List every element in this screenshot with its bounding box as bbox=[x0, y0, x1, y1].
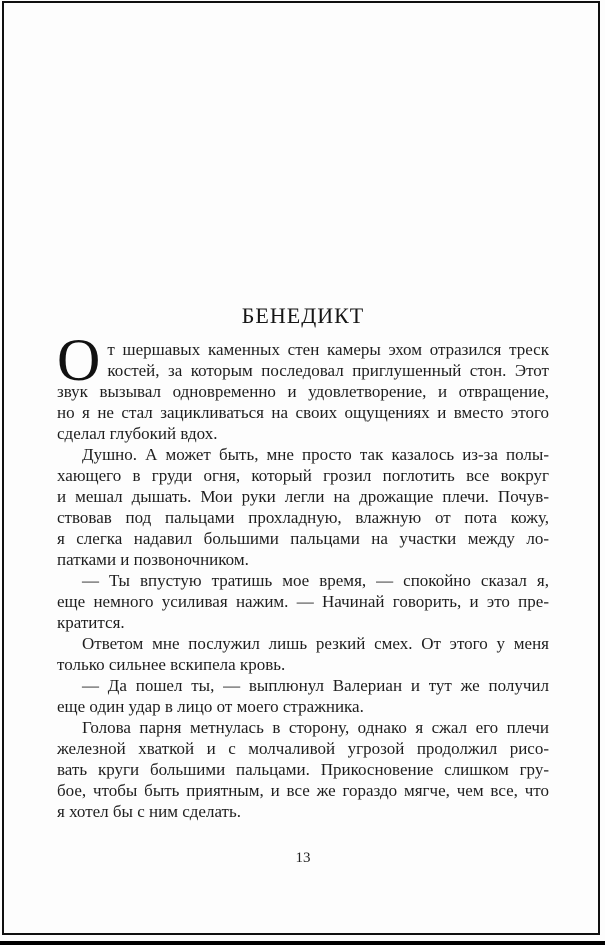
text-line: Душно. А может быть, мне просто так казалось из-за полы- bbox=[82, 445, 549, 464]
text-line: Ответом мне послужил лишь резкий смех. От этого у меня bbox=[82, 634, 549, 653]
paragraphs bbox=[57, 327, 549, 822]
text-line: сделал глубокий вдох. bbox=[57, 424, 218, 443]
text-line: ствовав под пальцами прохладную, влажную от пота кожу, bbox=[57, 508, 549, 527]
paragraph bbox=[57, 633, 549, 675]
text-line: вать круги большими пальцами. Прикосновение слишком гру- bbox=[57, 760, 549, 779]
text-line: и мешал дышать. Мои руки легли на дрожащие плечи. Почув- bbox=[57, 487, 549, 506]
text-line: но я не стал зацикливаться на своих ощущениях и вместо этого bbox=[57, 403, 549, 422]
text-line: т шершавых каменных стен камеры эхом отразился треск bbox=[107, 340, 549, 359]
text-line: звук вызывал одновременно и удовлетворение, и отвращение, bbox=[57, 382, 549, 401]
text-line: Голова парня метнулась в сторону, однако я сжал его плечи bbox=[82, 718, 549, 737]
text-line: костей, за которым последовал приглушенный стон. Этот bbox=[107, 361, 549, 380]
drop-cap-letter: О bbox=[57, 327, 101, 393]
paragraph bbox=[57, 675, 549, 717]
text-line: только сильнее вскипела кровь. bbox=[57, 655, 286, 674]
text-line: еще немного усиливая нажим. — Начинай говорить, и это пре- bbox=[57, 592, 549, 611]
page-number: 13 bbox=[295, 850, 311, 866]
text-line: я хотел бы с ним сделать. bbox=[57, 802, 241, 821]
text-line: бое, чтобы быть приятным, и все же гораздо мягче, чем все, что bbox=[57, 781, 549, 800]
text-line: — Ты впустую тратишь мое время, — спокойно сказал я, bbox=[82, 571, 549, 590]
text-line: патками и позвоночником. bbox=[57, 550, 249, 569]
paragraph bbox=[57, 717, 549, 822]
page-bottom-edge bbox=[0, 941, 605, 945]
text-line: железной хваткой и с молчаливой угрозой продолжил рисо- bbox=[57, 739, 549, 758]
paragraph bbox=[57, 327, 549, 444]
text-line: хающего в груди огня, который грозил поглотить все вокруг bbox=[57, 466, 549, 485]
text-line: кратится. bbox=[57, 613, 125, 632]
paragraph bbox=[57, 570, 549, 633]
text-line: еще один удар в лицо от моего стражника. bbox=[57, 697, 364, 716]
paragraph bbox=[57, 444, 549, 570]
chapter-title: БЕНЕДИКТ bbox=[241, 303, 365, 328]
text-column bbox=[57, 304, 549, 822]
text-line: — Да пошел ты, — выплюнул Валериан и тут же получил bbox=[82, 676, 549, 695]
text-line: я слегка надавил большими пальцами на участки между ло- bbox=[57, 529, 549, 548]
